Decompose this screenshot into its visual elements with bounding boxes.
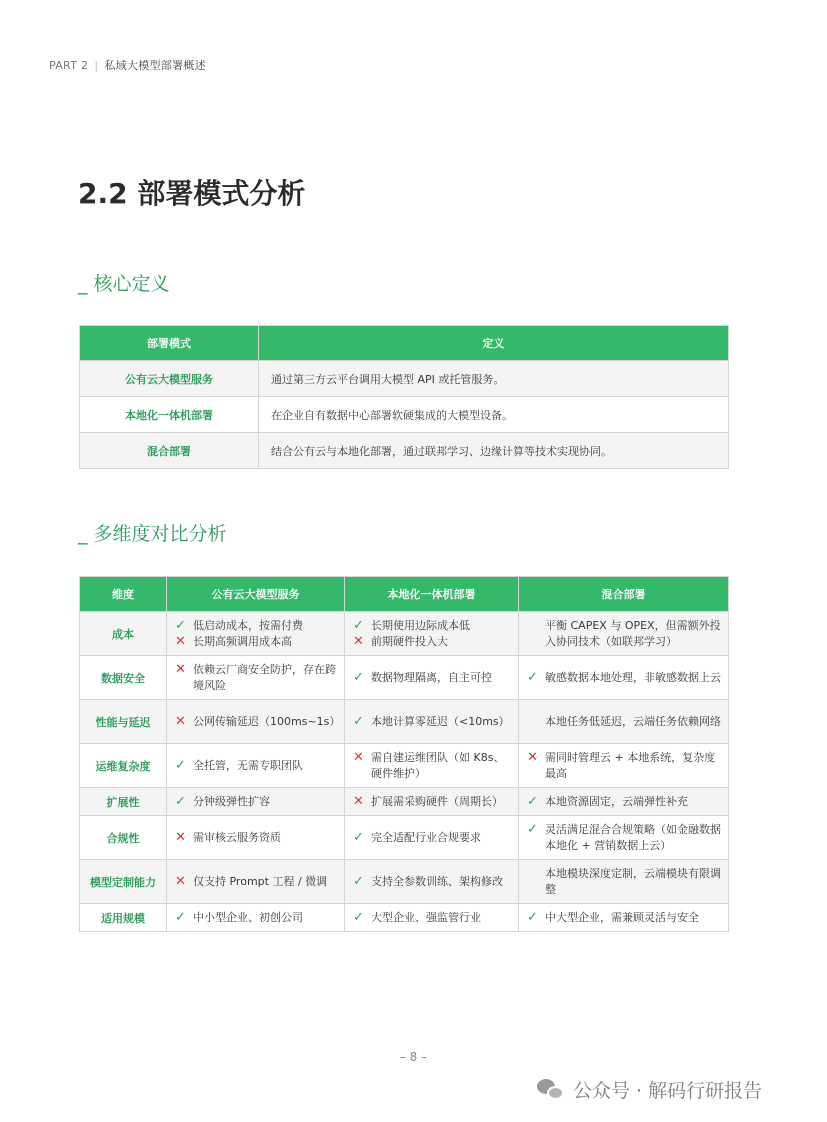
table-row <box>80 656 729 700</box>
comparison-cell <box>167 816 345 860</box>
check-icon: ✓ <box>175 793 186 809</box>
table-row <box>80 397 729 433</box>
comparison-cell <box>519 612 729 656</box>
table-row <box>80 433 729 469</box>
watermark-text: 公众号 · 解码行研报告 <box>573 1080 763 1102</box>
cell-text: 全托管，无需专职团队 <box>193 758 303 772</box>
cell-text: 本地资源固定，云端弹性补充 <box>545 794 688 808</box>
comparison-cell <box>519 700 729 744</box>
comparison-cell <box>167 788 345 816</box>
cell-line <box>353 910 512 926</box>
cell-text: 本地模块深度定制，云端模块有限调整 <box>545 866 721 896</box>
cell-line <box>353 750 512 782</box>
wechat-icon <box>537 1077 565 1103</box>
comparison-cell <box>519 816 729 860</box>
header-part: PART 2 <box>49 59 89 72</box>
cell-line <box>527 794 722 810</box>
cell-line <box>175 758 338 774</box>
cell-line <box>175 713 341 730</box>
cell-text: 公网传输延迟（100ms~1s） <box>193 714 341 728</box>
comparison-header-row <box>80 577 729 612</box>
cell-line <box>353 670 512 686</box>
cell-text: 低启动成本，按需付费 <box>193 618 303 632</box>
table-row <box>80 816 729 860</box>
cell-text: 灵活满足混合合规策略（如金融数据本地化 + 营销数据上云） <box>545 822 721 852</box>
cell-line <box>175 662 338 694</box>
comparison-cell <box>519 904 729 932</box>
cell-text: 大型企业、强监管行业 <box>371 910 481 924</box>
comparison-cell <box>345 612 519 656</box>
cell-text: 分钟级弹性扩容 <box>193 794 270 808</box>
table-row <box>80 700 729 744</box>
definition-cell: 在企业自有数据中心部署软硬集成的大模型设备。 <box>259 397 729 433</box>
table-row <box>80 361 729 397</box>
check-icon: ✓ <box>353 669 364 685</box>
check-icon: ✓ <box>527 909 538 925</box>
cell-line <box>353 830 512 846</box>
dimension-cell: 性能与延迟 <box>80 700 167 744</box>
cell-text: 数据物理隔离，自主可控 <box>371 670 492 684</box>
page-header <box>49 57 206 73</box>
comparison-cell <box>345 904 519 932</box>
comparison-cell <box>345 788 519 816</box>
cell-line <box>175 618 338 634</box>
cell-text: 仅支持 Prompt 工程 / 微调 <box>193 874 328 888</box>
table-row <box>80 904 729 932</box>
cross-icon: ✕ <box>175 873 186 889</box>
cross-icon: ✕ <box>353 749 364 765</box>
watermark <box>537 1076 762 1103</box>
header-separator: | <box>94 59 99 72</box>
check-icon: ✓ <box>527 669 538 685</box>
cell-text: 本地任务低延迟，云端任务依赖网络 <box>545 714 721 728</box>
definition-header-row <box>80 326 729 361</box>
check-icon: ✓ <box>353 713 364 729</box>
comparison-cell <box>519 788 729 816</box>
mode-cell: 本地化一体机部署 <box>80 397 259 433</box>
comparison-cell <box>519 656 729 700</box>
cross-icon: ✕ <box>353 633 364 649</box>
definition-cell: 通过第三方云平台调用大模型 API 或托管服务。 <box>259 361 729 397</box>
check-icon: ✓ <box>175 909 186 925</box>
cell-text: 完全适配行业合规要求 <box>371 830 481 844</box>
cell-text: 中小型企业、初创公司 <box>193 910 303 924</box>
column-header: 公有云大模型服务 <box>167 577 345 612</box>
dimension-cell: 运维复杂度 <box>80 744 167 788</box>
dimension-cell: 扩展性 <box>80 788 167 816</box>
cell-text: 需同时管理云 + 本地系统，复杂度最高 <box>545 750 716 780</box>
mode-cell: 公有云大模型服务 <box>80 361 259 397</box>
column-header: 定义 <box>259 326 729 361</box>
cell-line <box>175 830 338 846</box>
check-icon: ✓ <box>353 909 364 925</box>
check-icon: ✓ <box>353 873 364 889</box>
cell-line <box>353 634 512 650</box>
cell-line <box>527 910 722 926</box>
cell-text: 扩展需采购硬件（周期长） <box>371 794 503 808</box>
definition-heading: _ 核心定义 <box>78 273 170 295</box>
comparison-cell <box>519 744 729 788</box>
check-icon: ✓ <box>353 829 364 845</box>
comparison-cell <box>167 860 345 904</box>
header-title: 私域大模型部署概述 <box>104 59 207 72</box>
cell-text: 长期高频调用成本高 <box>193 634 292 648</box>
check-icon: ✓ <box>353 617 364 633</box>
comparison-cell <box>345 744 519 788</box>
cell-line <box>527 670 722 686</box>
cell-line <box>353 618 512 634</box>
dimension-cell: 合规性 <box>80 816 167 860</box>
check-icon: ✓ <box>527 821 538 837</box>
comparison-cell <box>345 656 519 700</box>
comparison-cell <box>167 612 345 656</box>
cell-text: 中大型企业，需兼顾灵活与安全 <box>545 910 699 924</box>
comparison-cell <box>345 816 519 860</box>
cell-line <box>175 634 338 650</box>
cross-icon: ✕ <box>527 749 538 765</box>
section-title: 2.2 部署模式分析 <box>78 177 306 210</box>
cross-icon: ✕ <box>175 713 186 729</box>
comparison-cell <box>519 860 729 904</box>
cross-icon: ✕ <box>175 633 186 649</box>
cross-icon: ✕ <box>353 793 364 809</box>
comparison-cell <box>167 744 345 788</box>
dimension-cell: 成本 <box>80 612 167 656</box>
table-row <box>80 860 729 904</box>
cell-text: 平衡 CAPEX 与 OPEX，但需额外投入协同技术（如联邦学习） <box>545 618 721 648</box>
cell-text: 需审核云服务资质 <box>193 830 281 844</box>
column-header: 混合部署 <box>519 577 729 612</box>
cell-text: 前期硬件投入大 <box>371 634 448 648</box>
comparison-table <box>79 576 729 932</box>
cell-text: 依赖云厂商安全防护，存在跨境风险 <box>193 662 336 692</box>
cell-text: 需自建运维团队（如 K8s、硬件维护） <box>371 750 505 780</box>
table-row <box>80 744 729 788</box>
cell-line <box>175 910 338 926</box>
cell-text: 长期使用边际成本低 <box>371 618 470 632</box>
cell-line <box>527 750 722 782</box>
definition-cell: 结合公有云与本地化部署，通过联邦学习、边缘计算等技术实现协同。 <box>259 433 729 469</box>
mode-cell: 混合部署 <box>80 433 259 469</box>
dimension-cell: 数据安全 <box>80 656 167 700</box>
cell-line <box>527 866 722 898</box>
cell-line <box>527 714 722 730</box>
cell-line <box>527 618 722 650</box>
cell-line <box>175 794 338 810</box>
comparison-heading: _ 多维度对比分析 <box>78 523 227 545</box>
comparison-cell <box>167 656 345 700</box>
cell-text: 本地计算零延迟（<10ms） <box>371 714 510 728</box>
comparison-cell <box>345 860 519 904</box>
page-number: – 8 – <box>399 1050 428 1064</box>
cell-line <box>353 714 512 730</box>
check-icon: ✓ <box>527 793 538 809</box>
cell-text: 支持全参数训练、架构修改 <box>371 874 503 888</box>
cell-line <box>353 794 512 810</box>
column-header: 本地化一体机部署 <box>345 577 519 612</box>
comparison-cell <box>167 700 345 744</box>
cell-line <box>175 874 338 890</box>
dimension-cell: 模型定制能力 <box>80 860 167 904</box>
check-icon: ✓ <box>175 757 186 773</box>
comparison-cell <box>167 904 345 932</box>
column-header: 维度 <box>80 577 167 612</box>
cross-icon: ✕ <box>175 661 186 677</box>
table-row <box>80 788 729 816</box>
cell-text: 敏感数据本地处理，非敏感数据上云 <box>545 670 721 684</box>
table-row <box>80 612 729 656</box>
cross-icon: ✕ <box>175 829 186 845</box>
comparison-cell <box>345 700 519 744</box>
check-icon: ✓ <box>175 617 186 633</box>
definition-table <box>79 325 729 469</box>
dimension-cell: 适用规模 <box>80 904 167 932</box>
column-header: 部署模式 <box>80 326 259 361</box>
cell-line <box>353 874 512 890</box>
cell-line <box>527 822 722 854</box>
